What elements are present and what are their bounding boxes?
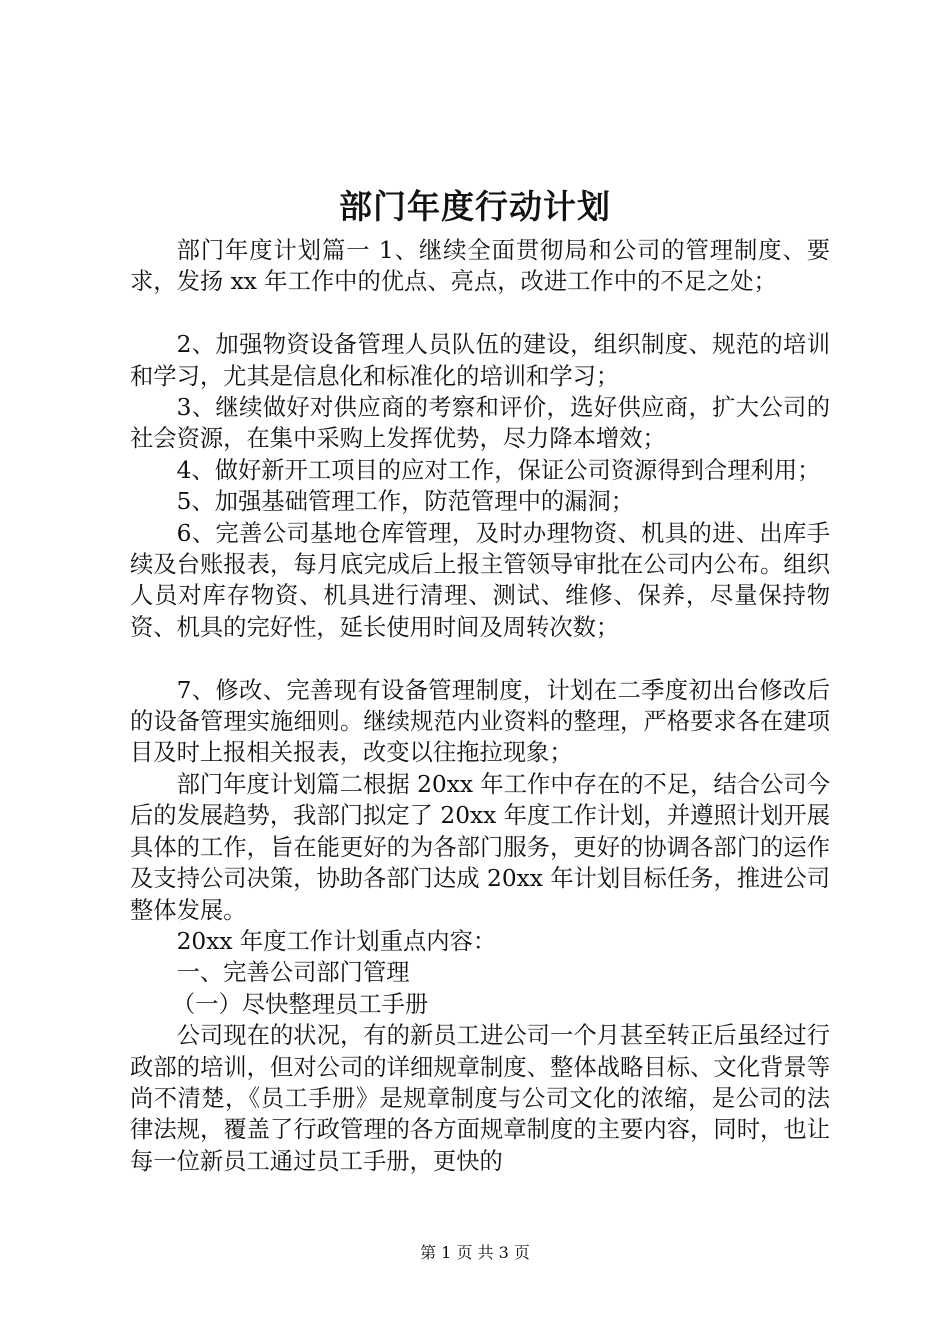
paragraph-2: 2、加强物资设备管理人员队伍的建设，组织制度、规范的培训和学习，尤其是信息化和标准化的培训和学习； xyxy=(130,331,830,390)
paragraph-6: 6、完善公司基地仓库管理，及时办理物资、机具的进、出库手续及台账报表，每月底完成后上报主管领导审批在公司内公布。组织人员对库存物资、机具进行清理、测试、维修、保养，尽量保持物资、机具的完好性，延长使用时间及周转次数； xyxy=(130,519,830,641)
section-heading-1: 一、完善公司部门管理 xyxy=(176,959,410,987)
paragraph-9: 20xx 年度工作计划重点内容： xyxy=(176,927,497,955)
paragraph-1: 部门年度计划篇一 1、继续全面贯彻局和公司的管理制度、要求，发扬 xx 年工作中的优点、亮点，改进工作中的不足之处； xyxy=(130,237,830,296)
page-footer: 第 1 页 共 3 页 xyxy=(420,1243,530,1262)
document-body xyxy=(130,235,830,1177)
paragraph-4: 4、做好新开工项目的应对工作，保证公司资源得到合理利用； xyxy=(176,456,821,484)
paragraph-8: 部门年度计划篇二根据 20xx 年工作中存在的不足，结合公司今后的发展趋势，我部门拟定了 20xx 年度工作计划，并遵照计划开展具体的工作，旨在能更好的为各部门服务，更好的协调各部门的运作及支持公司决策，协助各部门达成 20xx 年计划目标任务，推进公司整体发展。 xyxy=(130,770,830,924)
paragraph-3: 3、继续做好对供应商的考察和评价，选好供应商，扩大公司的社会资源，在集中采购上发挥优势，尽力降本增效； xyxy=(130,394,830,453)
document-title: 部门年度行动计划 xyxy=(339,187,611,226)
subsection-heading-1: （一）尽快整理员工手册 xyxy=(171,990,429,1018)
paragraph-10: 公司现在的状况，有的新员工进公司一个月甚至转正后虽经过行政部的培训，但对公司的详细规章制度、整体战略目标、文化背景等尚不清楚，《员工手册》是规章制度与公司文化的浓缩，是公司的法律法规，覆盖了行政管理的各方面规章制度的主要内容，同时，也让每一位新员工通过员工手册，更快的 xyxy=(130,1022,830,1175)
paragraph-5: 5、加强基础管理工作，防范管理中的漏洞； xyxy=(176,488,635,516)
paragraph-7: 7、修改、完善现有设备管理制度，计划在二季度初出台修改后的设备管理实施细则。继续规范内业资料的整理，严格要求各在建项目及时上报相关报表，改变以往拖拉现象； xyxy=(130,676,830,767)
